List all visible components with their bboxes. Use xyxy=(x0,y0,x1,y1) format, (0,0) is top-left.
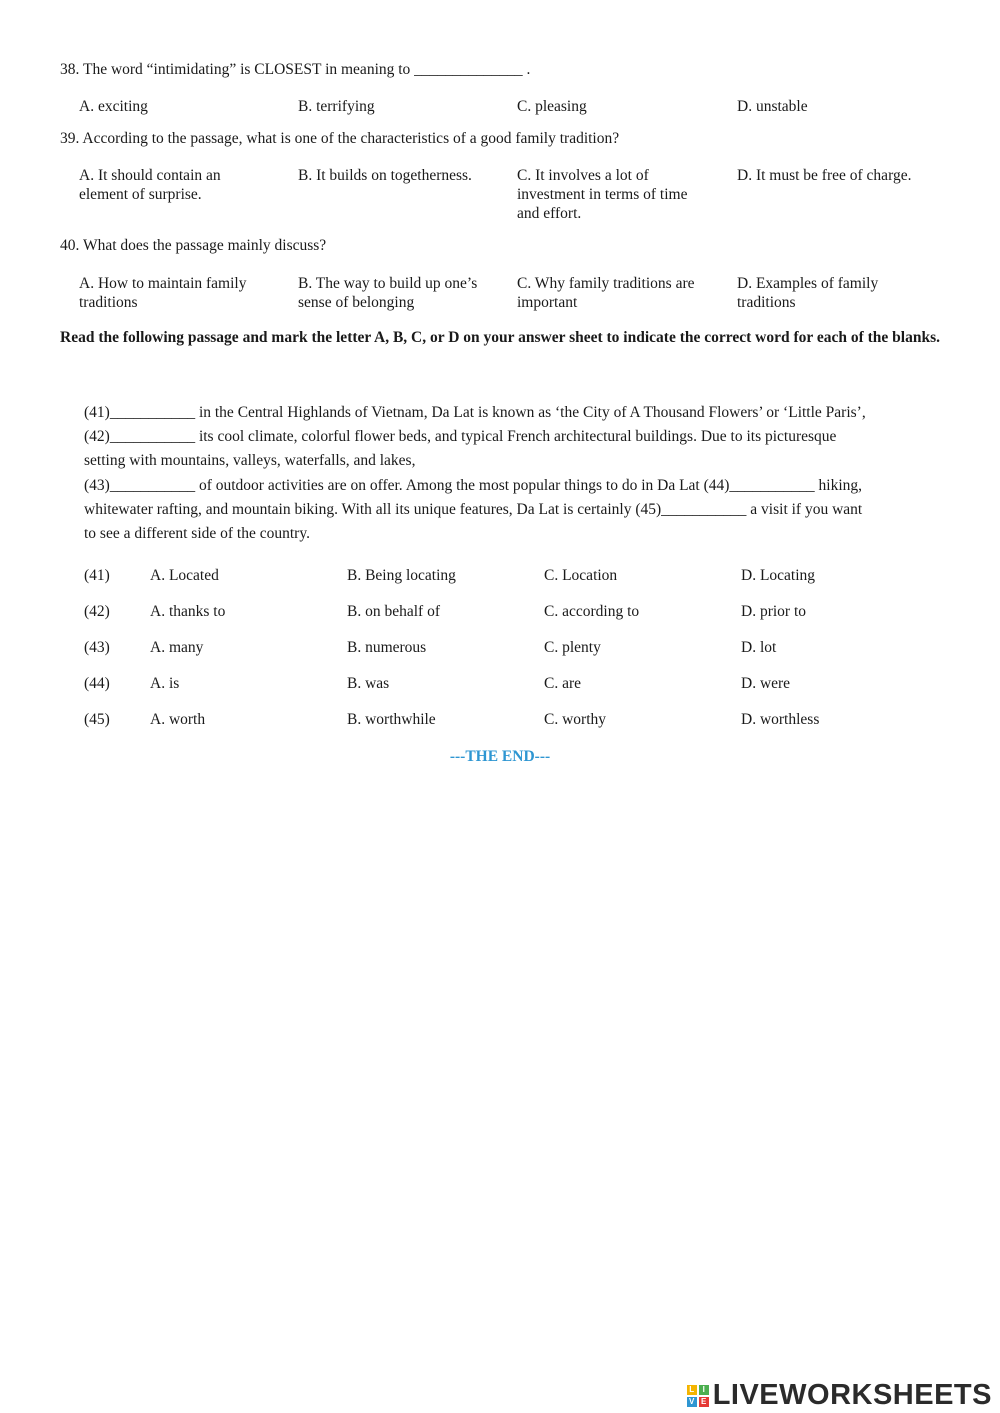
blank-45-option-a: A. worth xyxy=(150,711,206,728)
blank-number: (41) xyxy=(84,567,110,584)
logo-letter: E xyxy=(699,1397,709,1407)
blank-number: (42) xyxy=(84,603,110,620)
blank-45-option-c: C. worthy xyxy=(544,711,606,728)
blank-42-option-a: A. thanks to xyxy=(150,603,226,620)
blank-44-option-d: D. were xyxy=(741,675,791,692)
blank-42-option-d: D. prior to xyxy=(741,603,807,620)
q40-option-b: B. The way to build up one’s sense of belonging xyxy=(298,275,478,311)
logo-letter: I xyxy=(699,1385,709,1395)
blank-45-option-b: B. worthwhile xyxy=(347,711,436,728)
question-40-stem: 40. What does the passage mainly discuss? xyxy=(60,237,327,254)
passage-line: (41)___________ in the Central Highlands of Vietnam, Da Lat is known as ‘the City of A Thousand Flowers’ or ‘Little Paris’, xyxy=(84,404,866,421)
q40-option-a: A. How to maintain family traditions xyxy=(79,275,247,311)
blank-42-option-c: C. according to xyxy=(544,603,640,620)
logo-letter: V xyxy=(687,1397,697,1407)
blank-43-option-b: B. numerous xyxy=(347,639,427,656)
passage-line: to see a different side of the country. xyxy=(84,525,310,542)
question-39-stem: 39. According to the passage, what is one of the characteristics of a good family tradition? xyxy=(60,130,620,147)
q40-option-d: D. Examples of family traditions xyxy=(737,275,879,311)
passage-line: setting with mountains, valleys, waterfalls, and lakes, xyxy=(84,452,416,469)
q38-option-b: B. terrifying xyxy=(298,98,375,115)
blank-41-option-d: D. Locating xyxy=(741,567,816,584)
q39-option-c: C. It involves a lot of investment in terms of time and effort. xyxy=(517,167,688,222)
blank-43-option-d: D. lot xyxy=(741,639,777,656)
logo-icon xyxy=(687,1385,709,1407)
blank-42-option-b: B. on behalf of xyxy=(347,603,440,620)
blank-number: (44) xyxy=(84,675,110,692)
blank-43-option-c: C. plenty xyxy=(544,639,601,656)
section-instruction: Read the following passage and mark the letter A, B, C, or D on your answer sheet to indicate the correct word for each of the blanks. xyxy=(60,329,941,346)
logo-letter: L xyxy=(687,1385,697,1395)
blank-44-option-a: A. is xyxy=(150,675,180,692)
q39-option-a: A. It should contain an element of surprise. xyxy=(79,167,221,203)
blank-44-option-b: B. was xyxy=(347,675,390,692)
q38-option-a: A. exciting xyxy=(79,98,148,115)
q39-option-d: D. It must be free of charge. xyxy=(737,167,912,184)
passage-line: (43)___________ of outdoor activities are on offer. Among the most popular things to do in Da Lat (44)___________ hiking, xyxy=(84,477,863,494)
blank-41-option-c: C. Location xyxy=(544,567,618,584)
logo-text: LIVEWORKSHEETS xyxy=(712,1379,992,1411)
blank-number: (43) xyxy=(84,639,110,656)
passage-line: (42)___________ its cool climate, colorful flower beds, and typical French architectural buildings. Due to its picturesque xyxy=(84,428,837,445)
q39-option-b: B. It builds on togetherness. xyxy=(298,167,472,184)
q40-option-c: C. Why family traditions are important xyxy=(517,275,695,311)
q38-option-d: D. unstable xyxy=(737,98,808,115)
blank-41-option-b: B. Being locating xyxy=(347,567,456,584)
liveworksheets-logo[interactable] xyxy=(687,1379,992,1412)
q38-option-c: C. pleasing xyxy=(517,98,587,115)
blank-45-option-d: D. worthless xyxy=(741,711,820,728)
blank-44-option-c: C. are xyxy=(544,675,582,692)
blank-43-option-a: A. many xyxy=(150,639,204,656)
question-38-stem: 38. The word “intimidating” is CLOSEST in meaning to ______________ . xyxy=(60,61,531,78)
blank-number: (45) xyxy=(84,711,110,728)
blank-41-option-a: A. Located xyxy=(150,567,219,584)
passage-line: whitewater rafting, and mountain biking. With all its unique features, Da Lat is certainly (45)___________ a visit if you want xyxy=(84,501,863,518)
the-end-text: ---THE END--- xyxy=(449,748,551,765)
